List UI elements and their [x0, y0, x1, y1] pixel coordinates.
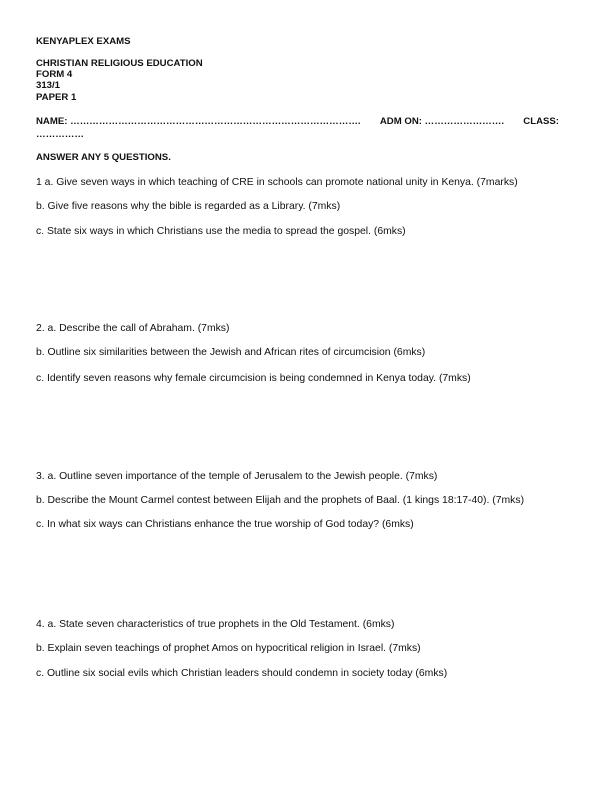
question-4c: c. Outline six social evils which Christian leaders should condemn in society today (6mks) [36, 668, 448, 679]
student-details-row [36, 116, 559, 127]
question-1b: b. Give five reasons why the bible is regarded as a Library. (7mks) [36, 201, 341, 212]
question-2b: b. Outline six similarities between the Jewish and African rites of circumcision (6mks) [36, 347, 426, 358]
adm-field[interactable]: ADM ON: ……………………. [379, 116, 505, 127]
question-2c: c. Identify seven reasons why female circumcision is being condemned in Kenya today. (7mks) [36, 373, 471, 384]
name-field[interactable]: NAME: ………………………………………………………………………………. [36, 116, 361, 127]
question-4a: 4. a. State seven characteristics of true prophets in the Old Testament. (6mks) [36, 619, 395, 630]
question-3b: b. Describe the Mount Carmel contest between Elijah and the prophets of Baal. (1 kings 18:17-40). (7mks) [36, 495, 525, 506]
question-2a: 2. a. Describe the call of Abraham. (7mks) [36, 323, 230, 334]
instructions: ANSWER ANY 5 QUESTIONS. [36, 152, 171, 163]
form-label: FORM 4 [36, 69, 73, 80]
question-3c: c. In what six ways can Christians enhance the true worship of God today? (6mks) [36, 519, 414, 530]
class-field[interactable]: CLASS: [523, 116, 559, 127]
publisher-title: KENYAPLEX EXAMS [36, 36, 131, 47]
class-field-dots[interactable]: …………… [36, 129, 84, 140]
subject-title: CHRISTIAN RELIGIOUS EDUCATION [36, 58, 203, 69]
question-4b: b. Explain seven teachings of prophet Amos on hypocritical religion in Israel. (7mks) [36, 643, 421, 654]
paper-label: PAPER 1 [36, 92, 77, 103]
question-1a: 1 a. Give seven ways in which teaching of CRE in schools can promote national unity in Kenya. (7marks) [36, 177, 518, 188]
question-1c: c. State six ways in which Christians use the media to spread the gospel. (6mks) [36, 226, 406, 237]
paper-code: 313/1 [36, 80, 61, 91]
question-3a: 3. a. Outline seven importance of the temple of Jerusalem to the Jewish people. (7mks) [36, 471, 438, 482]
